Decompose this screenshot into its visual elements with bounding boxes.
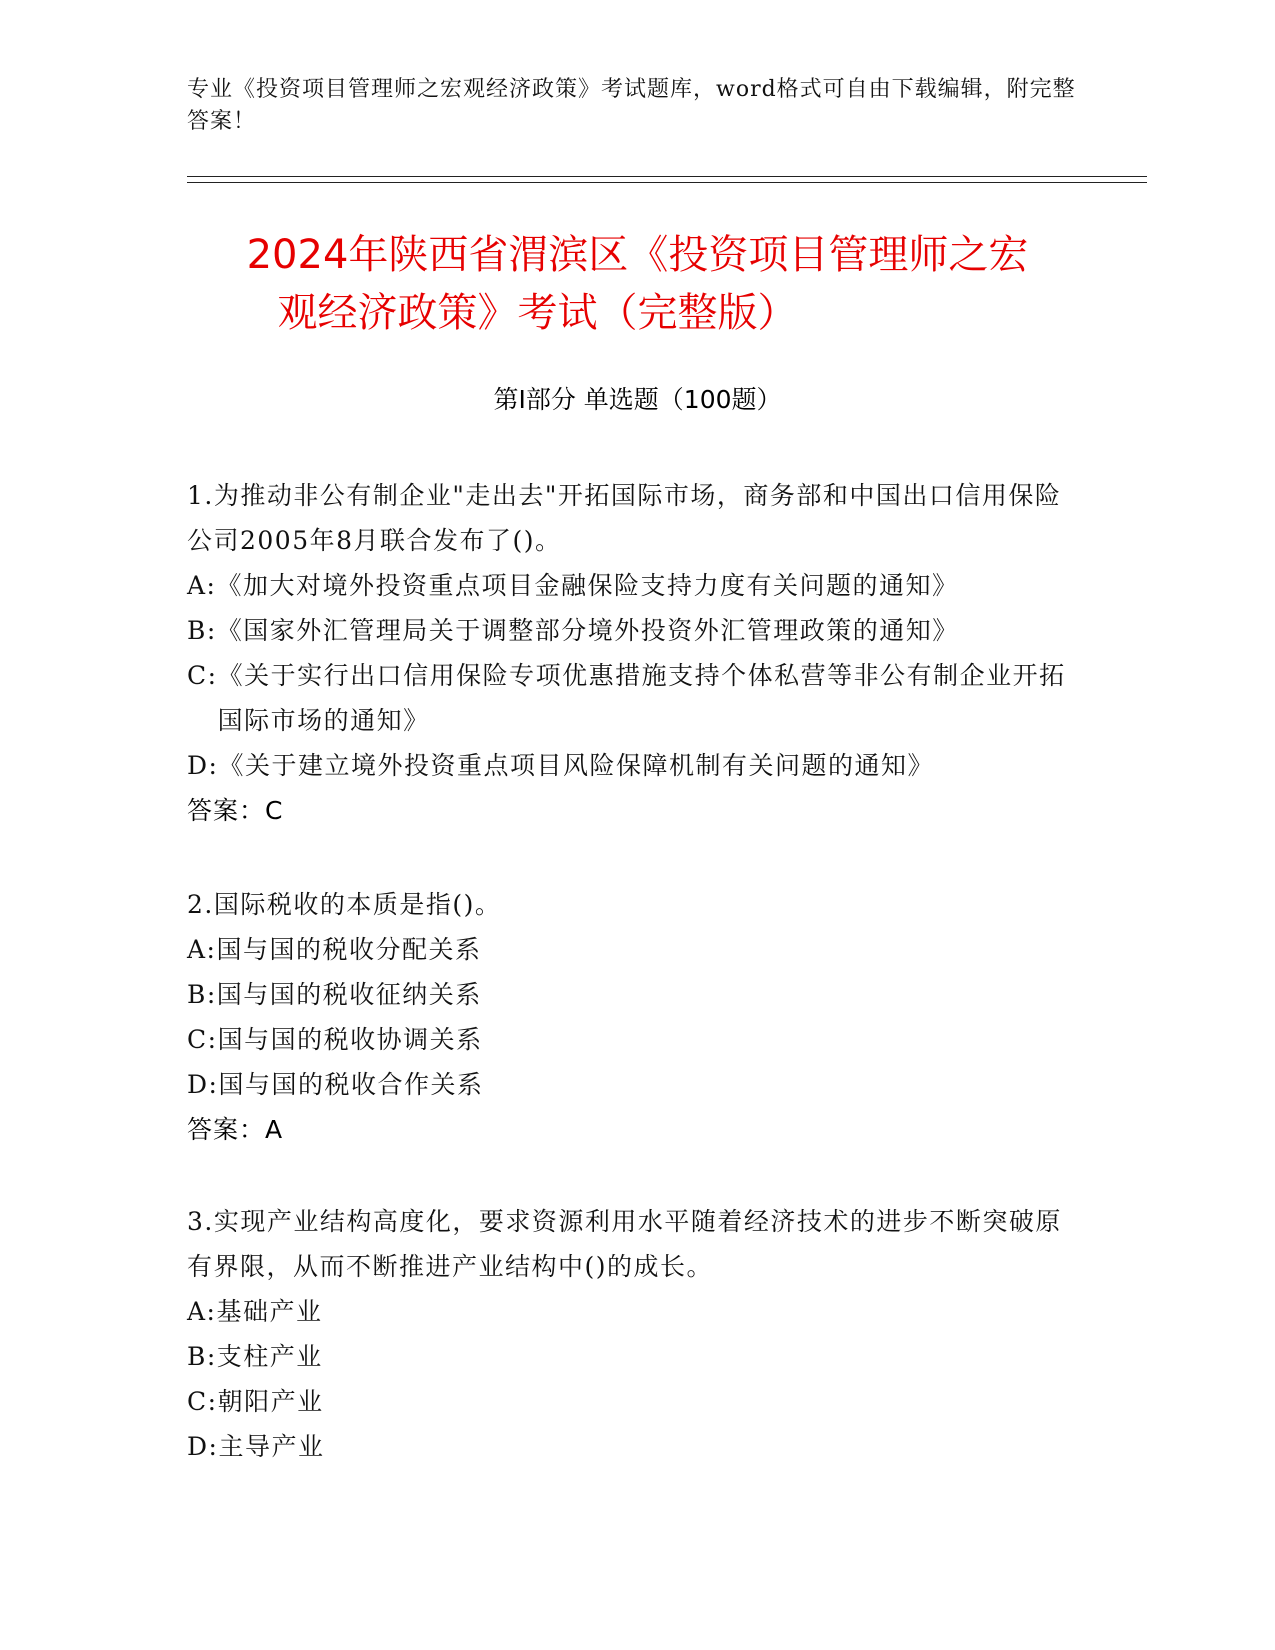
- option-letter: D:: [187, 1432, 219, 1461]
- option-a: [187, 1289, 1067, 1334]
- option-text: 《关于实行出口信用保险专项优惠措施支持个体私营等非公有制企业开拓国际市场的通知》: [217, 661, 1066, 735]
- option-b: [187, 972, 1067, 1017]
- option-letter: C:: [187, 661, 218, 690]
- section-heading: 第I部分 单选题（100题）: [493, 385, 782, 414]
- option-letter: D:: [187, 751, 219, 780]
- option-text: 基础产业: [216, 1297, 323, 1326]
- answer-line: 答案：C: [187, 796, 284, 825]
- document-title-line-1: 2024年陕西省渭滨区《投资项目管理师之宏: [246, 232, 1029, 278]
- option-text: 《关于建立境外投资重点项目风险保障机制有关问题的通知》: [218, 751, 934, 780]
- option-text: 支柱产业: [216, 1342, 323, 1371]
- option-letter: D:: [187, 1070, 219, 1099]
- option-b: [187, 1334, 1067, 1379]
- question-stem: 2.国际税收的本质是指()。: [187, 890, 502, 919]
- question-1: [187, 473, 1067, 833]
- question-2: [187, 882, 1067, 1152]
- option-text: 《加大对境外投资重点项目金融保险支持力度有关问题的通知》: [216, 571, 959, 600]
- option-letter: A:: [187, 935, 217, 964]
- answer-line: 答案：A: [187, 1115, 284, 1144]
- option-letter: B:: [187, 616, 217, 645]
- question-3: [187, 1199, 1067, 1469]
- option-text: 国与国的税收分配关系: [216, 935, 482, 964]
- option-a: [187, 563, 1067, 608]
- option-letter: A:: [187, 1297, 217, 1326]
- option-c: [187, 653, 1067, 743]
- option-letter: C:: [187, 1387, 218, 1416]
- option-c: [187, 1017, 1067, 1062]
- option-text: 国与国的税收协调关系: [217, 1025, 483, 1054]
- option-letter: B:: [187, 1342, 217, 1371]
- option-d: [187, 1062, 1067, 1107]
- option-a: [187, 927, 1067, 972]
- option-letter: A:: [187, 571, 217, 600]
- option-d: [187, 743, 1067, 788]
- document-title-line-2: 观经济政策》考试（完整版）: [277, 290, 798, 336]
- option-text: 《国家外汇管理局关于调整部分境外投资外汇管理政策的通知》: [216, 616, 959, 645]
- option-d: [187, 1424, 1067, 1469]
- header-note: 专业《投资项目管理师之宏观经济政策》考试题库，word格式可自由下载编辑，附完整答案！: [187, 77, 1076, 134]
- option-letter: C:: [187, 1025, 218, 1054]
- option-text: 国与国的税收征纳关系: [216, 980, 482, 1009]
- option-text: 主导产业: [218, 1432, 325, 1461]
- question-stem: 3.实现产业结构高度化，要求资源利用水平随着经济技术的进步不断突破原有界限，从而不断推进产业结构中()的成长。: [187, 1207, 1062, 1281]
- header-divider-top: [187, 176, 1147, 177]
- option-letter: B:: [187, 980, 217, 1009]
- option-text: 国与国的税收合作关系: [218, 1070, 484, 1099]
- question-stem: 1.为推动非公有制企业"走出去"开拓国际市场，商务部和中国出口信用保险公司2005年8月联合发布了()。: [187, 481, 1062, 555]
- option-b: [187, 608, 1067, 653]
- document-title: [0, 226, 1275, 342]
- option-text: 朝阳产业: [217, 1387, 324, 1416]
- header-divider-bottom: [187, 182, 1147, 183]
- option-c: [187, 1379, 1067, 1424]
